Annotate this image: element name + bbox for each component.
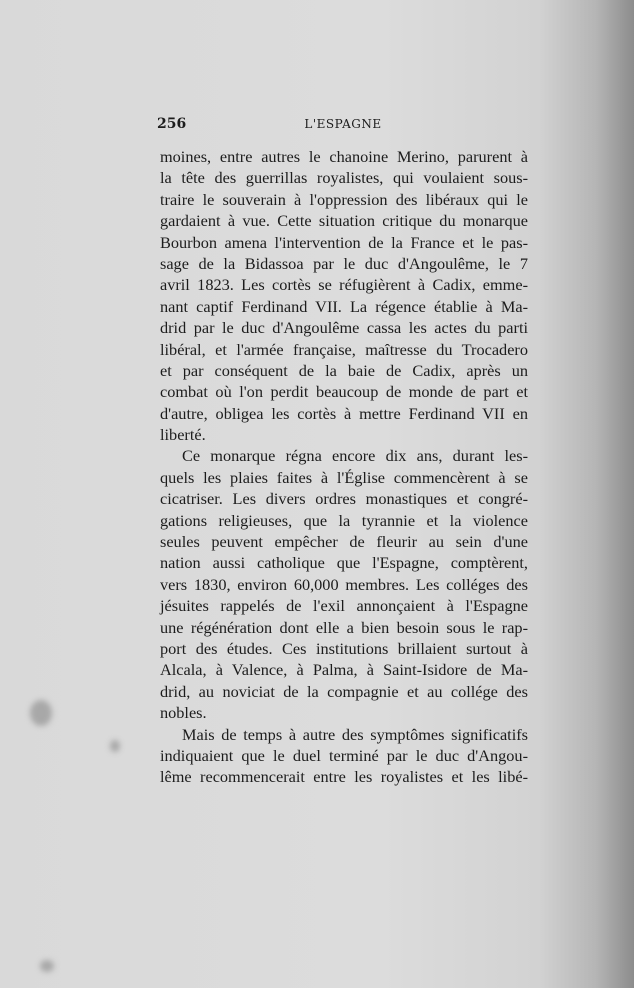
body-text	[160, 146, 528, 788]
text-line: nation aussi catholique que l'Espagne, comptèrent,	[160, 553, 528, 573]
text-line: traire le souverain à l'oppression des libéraux qui le	[160, 189, 528, 209]
text-line: Alcala, à Valence, à Palma, à Saint-Isidore de Ma-	[160, 660, 528, 680]
text-line: drid par le duc d'Angoulême cassa les actes du parti	[160, 318, 528, 338]
text-line: la tête des guerrillas royalistes, qui voulaient sous-	[160, 168, 528, 188]
text-line: indiquaient que le duel terminé par le duc d'Angou-	[160, 745, 528, 765]
text-line: gations religieuses, que la tyrannie et la violence	[160, 510, 528, 530]
text-line: liberté.	[160, 425, 206, 445]
text-line: moines, entre autres le chanoine Merino, parurent à	[160, 147, 528, 166]
text-line: libéral, et l'armée française, maîtresse du Trocadero	[160, 339, 528, 359]
text-line: nant captif Ferdinand VII. La régence établie à Ma-	[160, 296, 528, 316]
text-line: drid, au noviciat de la compagnie et au collége des	[160, 681, 528, 701]
paper-stain	[110, 740, 120, 752]
text-line: cicatriser. Les divers ordres monastiques et congré-	[160, 489, 528, 509]
text-line: seules peuvent empêcher de fleurir au sein d'une	[160, 532, 528, 552]
paper-stain	[40, 960, 54, 972]
running-title: L'ESPAGNE	[304, 117, 382, 131]
text-line: lême recommencerait entre les royalistes et les libé-	[160, 767, 528, 787]
text-line: gardaient à vue. Cette situation critique du monarque	[160, 211, 528, 231]
text-line: avril 1823. Les cortès se réfugièrent à Cadix, emme-	[160, 275, 528, 295]
text-line: nobles.	[160, 703, 207, 723]
text-line: Ce monarque régna encore dix ans, durant les-	[182, 446, 528, 466]
text-line: une régénération dont elle a bien besoin sous le rap-	[160, 617, 528, 637]
page-number: 256	[157, 116, 187, 132]
text-line: Mais de temps à autre des symptômes significatifs	[182, 724, 528, 744]
text-line: d'autre, obligea les cortès à mettre Ferdinand VII en	[160, 403, 528, 423]
text-line: port des études. Ces institutions brillaient surtout à	[160, 638, 528, 658]
text-line: combat où l'on perdit beaucoup de monde de part et	[160, 382, 528, 402]
text-line: sage de la Bidassoa par le duc d'Angoulême, le 7	[160, 253, 528, 273]
text-line: quels les plaies faites à l'Église commencèrent à se	[160, 467, 528, 487]
text-line: et par conséquent de la baie de Cadix, après un	[160, 360, 528, 380]
paper-stain	[30, 700, 52, 726]
text-line: vers 1830, environ 60,000 membres. Les colléges des	[160, 574, 528, 594]
text-line: jésuites rappelés de l'exil annonçaient à l'Espagne	[160, 596, 528, 616]
text-line: Bourbon amena l'intervention de la France et le pas-	[160, 232, 528, 252]
